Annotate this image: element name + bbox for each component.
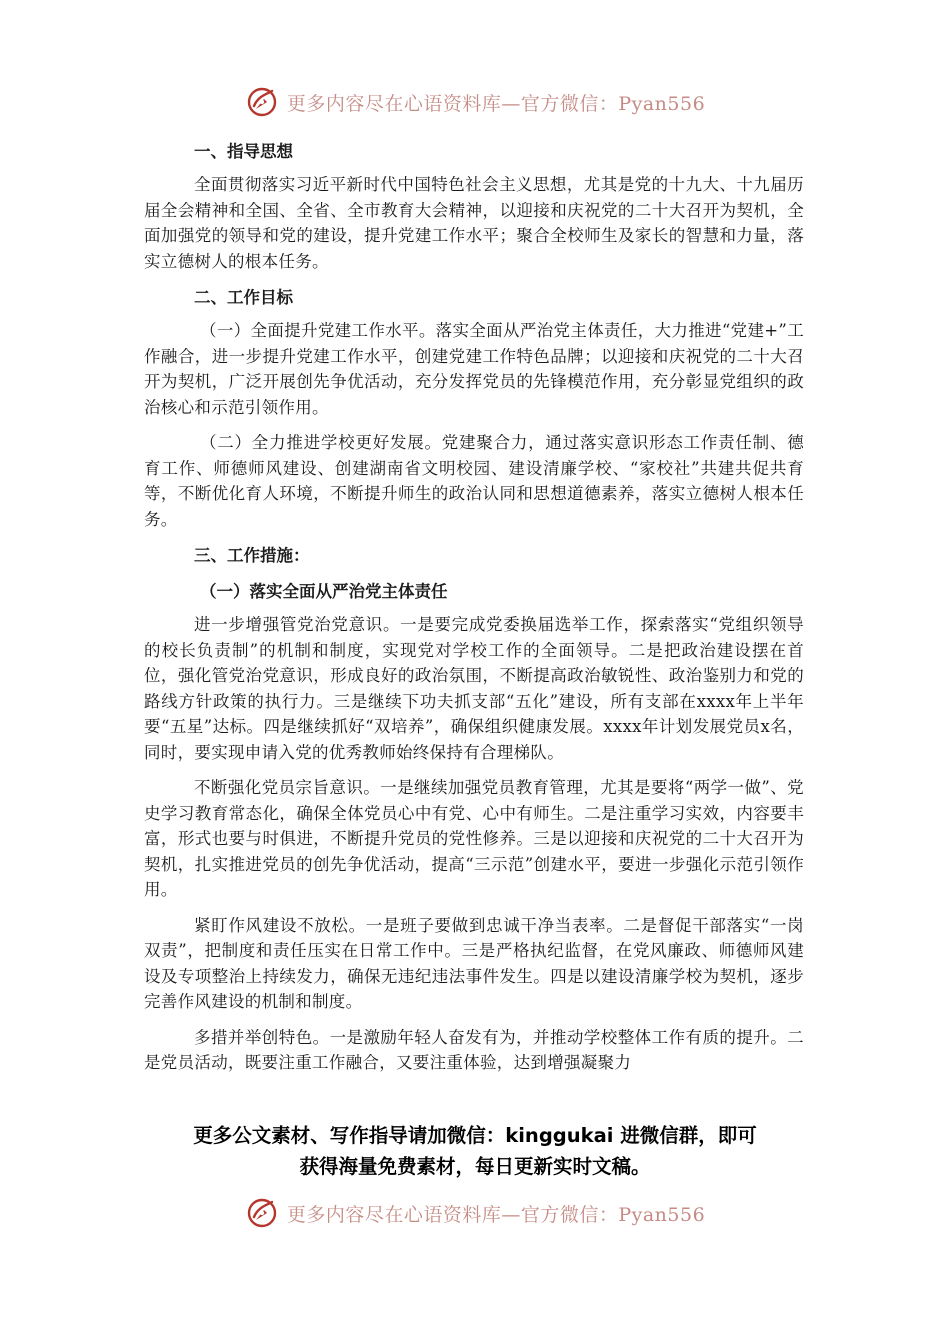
paragraph: （一）全面提升党建工作水平。落实全面从严治党主体责任，大力推进“党建+”工作融合，进一步提升党建工作水平，创建党建工作特色品牌；以迎接和庆祝党的二十大召开为契机，广泛开展创先争优活动，充分发挥党员的先锋模范作用，充分彰显党组织的政治核心和示范引领作用。 [144, 321, 804, 417]
promo-line: 获得海量免费素材，每日更新实时文稿。 [299, 1155, 651, 1178]
paragraph: 进一步增强管党治党意识。一是要完成党委换届选举工作，探索落实“党组织领导的校长负责制”的机制和制度，实现党对学校工作的全面领导。二是把政治建设摆在首位，强化管党治党意识，形成良好的政治氛围，不断提高政治敏锐性、政治鉴别力和党的路线方针政策的执行力。三是继续下功夫抓支部“五化”建设，所有支部在xxxx年上半年要“五星”达标。四是继续抓好“双培养”，确保组织健康发展。xxxx年计划发展党员x名，同时，要实现申请入党的优秀教师始终保持有合理梯队。 [144, 615, 804, 762]
document-body [144, 140, 804, 1086]
top-banner [0, 82, 950, 122]
sub-heading: （一）落实全面从严治党主体责任 [200, 582, 448, 601]
bottom-banner [0, 1193, 950, 1233]
paragraph: 全面贯彻落实习近平新时代中国特色社会主义思想，尤其是党的十九大、十九届历届全会精神和全国、全省、全市教育大会精神，以迎接和庆祝党的二十大召开为契机，全面加强党的领导和党的建设，提升党建工作水平；聚合全校师生及家长的智慧和力量，落实立德树人的根本任务。 [144, 175, 804, 271]
section-heading-guiding-ideology: 一、指导思想 [194, 142, 293, 161]
wechat-promo [0, 1120, 950, 1182]
section-heading-work-measures: 三、工作措施： [194, 546, 310, 565]
paragraph: 多措并举创特色。一是激励年轻人奋发有为，并推动学校整体工作有质的提升。二是党员活动，既要注重工作融合，又要注重体验，达到增强凝聚力 [144, 1027, 804, 1072]
paragraph: （二）全力推进学校更好发展。党建聚合力，通过落实意识形态工作责任制、德育工作、师德师风建设、创建湖南省文明校园、建设清廉学校、“家校社”共建共促共育等，不断优化育人环境，不断提升师生的政治认同和思想道德素养，落实立德树人根本任务。 [144, 433, 804, 529]
paragraph: 不断强化党员宗旨意识。一是继续加强党员教育管理，尤其是要将“两学一做”、党史学习教育常态化，确保全体党员心中有党、心中有师生。二是注重学习实效，内容要丰富，形式也要与时俱进，不断提升党员的党性修养。三是以迎接和庆祝党的二十大召开为契机，扎实推进党员的创先争优活动，提高“三示范”创建水平，要进一步强化示范引领作用。 [144, 778, 804, 899]
banner-text: 更多内容尽在心语资料库—官方微信：Pyan556 [286, 92, 706, 115]
paragraph: 紧盯作风建设不放松。一是班子要做到忠诚干净当表率。二是督促干部落实“一岗双责”，把制度和责任压实在日常工作中。三是严格执纪监督，在党风廉政、师德师风建设及专项整治上持续发力，确保无违纪违法事件发生。四是以建设清廉学校为契机，逐步完善作风建设的机制和制度。 [144, 915, 804, 1011]
pen-swirl-logo-icon [245, 1196, 279, 1230]
pen-swirl-logo-icon [245, 85, 279, 119]
section-heading-work-goals: 二、工作目标 [194, 288, 293, 307]
promo-line: 更多公文素材、写作指导请加微信：kinggukai 进微信群，即可 [193, 1124, 757, 1147]
banner-text: 更多内容尽在心语资料库—官方微信：Pyan556 [286, 1203, 706, 1226]
